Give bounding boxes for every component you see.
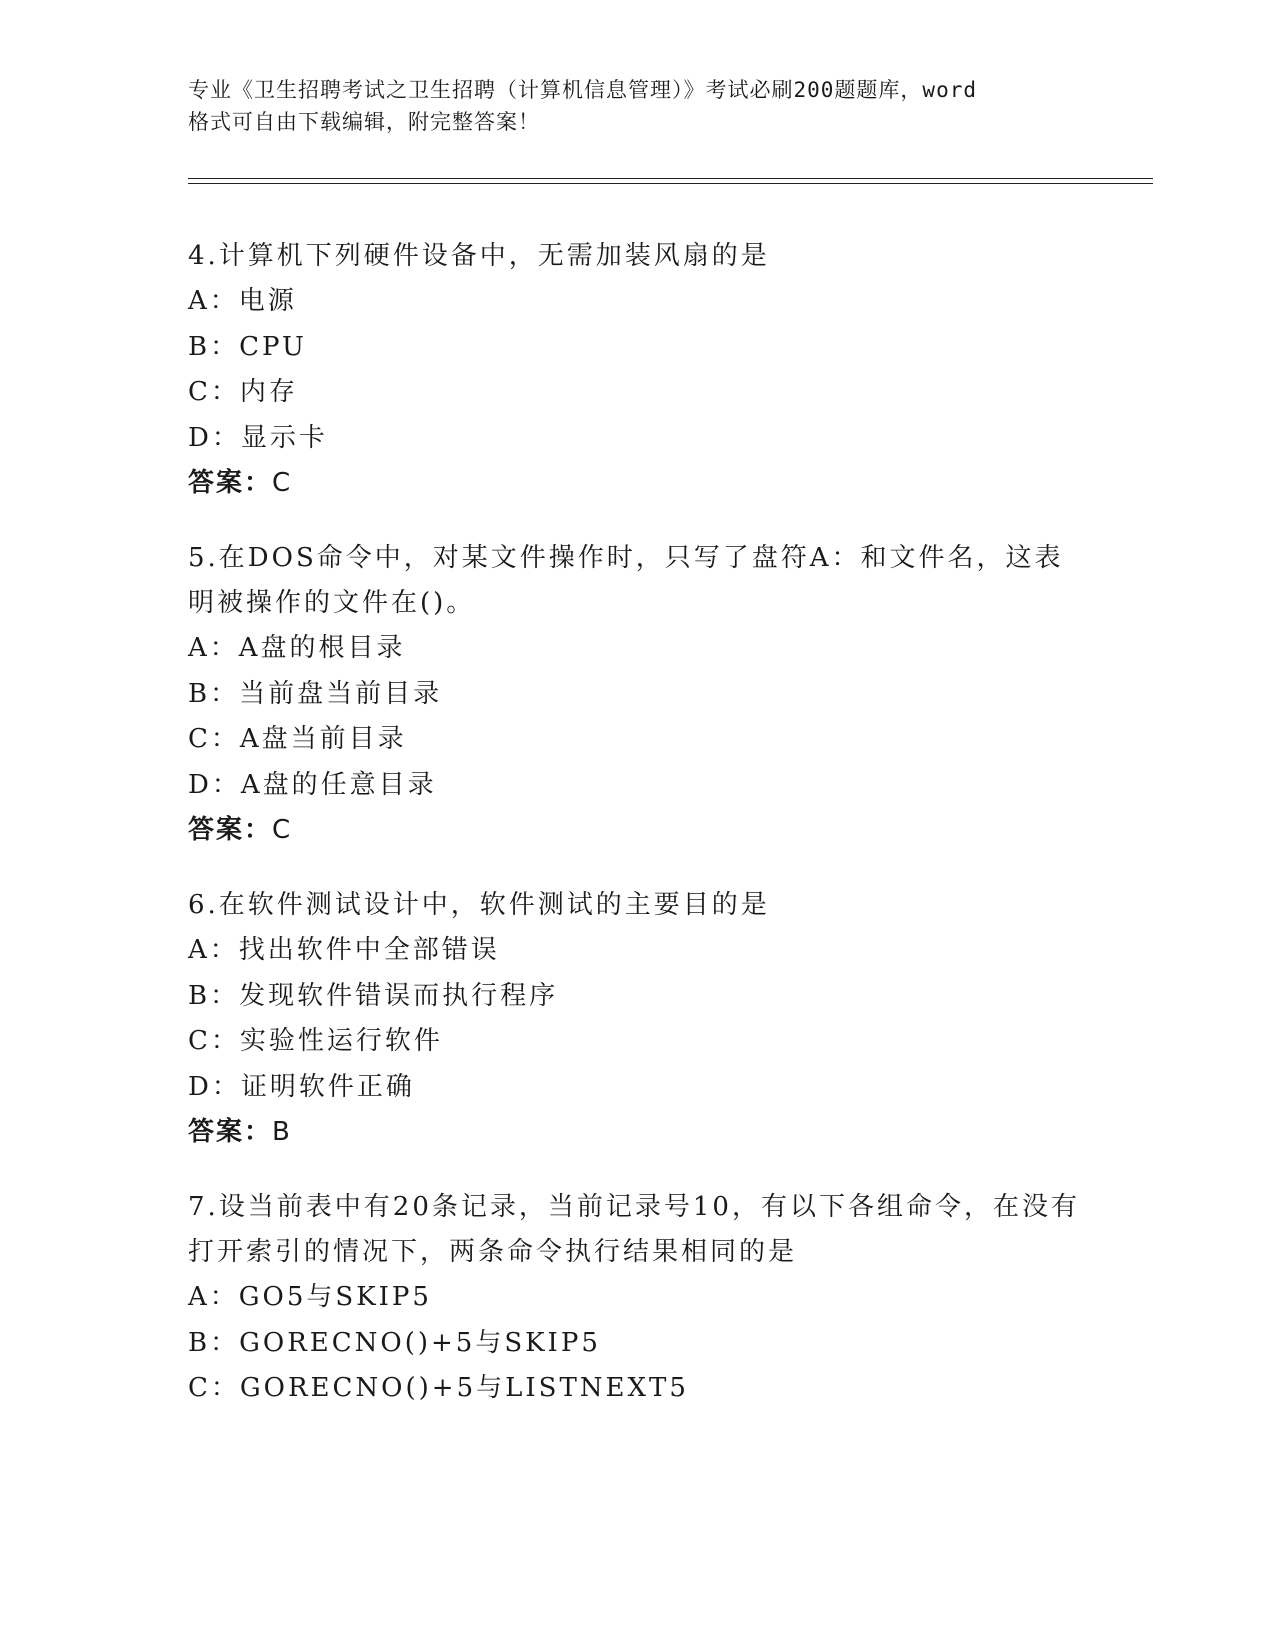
answer-label: 答案： [188, 468, 273, 498]
question-list [188, 234, 1088, 1442]
option-b: B：当前盘当前目录 [188, 678, 443, 709]
header-line-1: 专业《卫生招聘考试之卫生招聘（计算机信息管理）》考试必刷200题题库，word [188, 78, 977, 102]
header-line-2: 格式可自由下载编辑，附完整答案！ [188, 110, 540, 134]
document-header [188, 74, 1088, 138]
question-stem: 6.在软件测试设计中，软件测试的主要目的是 [188, 890, 770, 920]
answer-value: C [272, 468, 293, 498]
option-c: C：A盘当前目录 [188, 724, 407, 754]
option-a: A：A盘的根目录 [188, 633, 406, 663]
answer-value: B [272, 1117, 292, 1147]
option-d: D：A盘的任意目录 [188, 769, 437, 800]
option-a: A：GO5与SKIP5 [188, 1282, 432, 1312]
answer-line [188, 461, 1088, 506]
option-d: D：证明软件正确 [188, 1071, 415, 1102]
answer-line [188, 808, 1088, 853]
question-6 [188, 883, 1088, 1155]
answer-line [188, 1110, 1088, 1155]
question-5 [188, 536, 1088, 853]
header-divider-bottom [188, 183, 1153, 184]
option-d: D：显示卡 [188, 422, 328, 453]
answer-value: C [272, 815, 293, 845]
option-c: C：内存 [188, 377, 298, 407]
option-c: C：GORECNO()+5与LISTNEXT5 [188, 1373, 689, 1403]
question-7 [188, 1185, 1088, 1412]
option-b: B：发现软件错误而执行程序 [188, 980, 559, 1011]
answer-label: 答案： [188, 1117, 273, 1147]
option-a: A：电源 [188, 286, 297, 316]
option-c: C：实验性运行软件 [188, 1026, 443, 1056]
option-a: A：找出软件中全部错误 [188, 935, 500, 965]
option-b: B：CPU [188, 331, 307, 362]
answer-label: 答案： [188, 815, 273, 845]
question-stem: 5.在DOS命令中，对某文件操作时，只写了盘符A：和文件名，这表明被操作的文件在()。 [188, 543, 1064, 618]
question-stem: 7.设当前表中有20条记录，当前记录号10，有以下各组命令，在没有打开索引的情况下，两条命令执行结果相同的是 [188, 1192, 1080, 1267]
question-4 [188, 234, 1088, 506]
header-divider-top [188, 178, 1153, 179]
option-b: B：GORECNO()+5与SKIP5 [188, 1327, 601, 1358]
question-stem: 4.计算机下列硬件设备中，无需加装风扇的是 [188, 241, 770, 271]
